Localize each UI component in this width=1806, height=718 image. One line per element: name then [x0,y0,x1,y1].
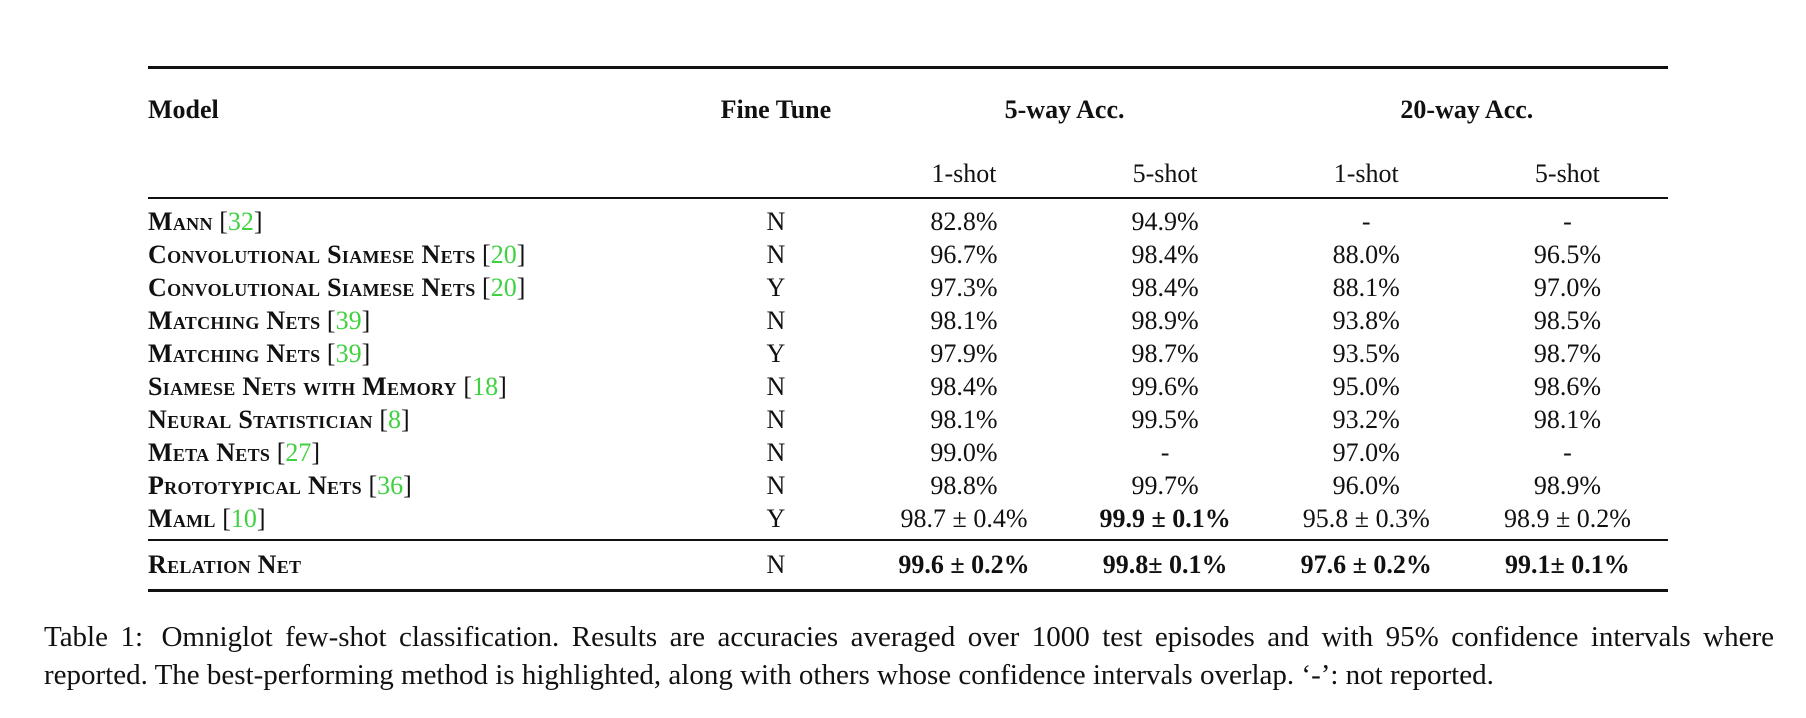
row-value-5way-5shot: 99.7% [1131,471,1199,500]
row-value-20way-5shot: - [1563,438,1572,467]
header-sub-5way-1shot: 1-shot [863,151,1064,198]
row-value-20way-1shot: 96.0% [1332,471,1400,500]
table-row [148,304,1668,337]
header-5-way: 5-way Acc. [863,68,1265,152]
header-fine-tune: Fine Tune [688,68,863,152]
row-model-name [148,304,688,337]
citation-bracket-close: ] [516,273,526,302]
row-value-20way-5shot: 98.1% [1533,405,1601,434]
citation-link[interactable]: 20 [490,240,517,269]
table-row [148,370,1668,403]
citation-bracket-open: [ [456,372,473,401]
header-sub-20way-5shot: 5-shot [1467,151,1668,198]
citation-bracket-close: ] [311,438,321,467]
table-row [148,238,1668,271]
row-value-20way-1shot: 95.0% [1332,372,1400,401]
citation-bracket-open: [ [361,471,378,500]
row-value-5way-1shot: 98.1% [930,306,998,335]
header-20-way: 20-way Acc. [1266,68,1668,152]
row-model-name [148,271,688,304]
citation-link[interactable]: 27 [285,438,312,467]
row-fine-tune: Y [766,273,786,302]
row-model-name [148,238,688,271]
row-value-5way-1shot: 99.0% [930,438,998,467]
row-fine-tune: N [766,306,786,335]
row-value-20way-1shot: 97.6 ± 0.2% [1266,540,1467,591]
citation-bracket-close: ] [498,372,507,401]
row-value-5way-1shot: 99.6 ± 0.2% [863,540,1064,591]
row-fine-tune: N [766,372,786,401]
row-value-5way-1shot: 96.7% [930,240,998,269]
header-sub-20way-1shot: 1-shot [1266,151,1467,198]
citation-link[interactable]: 20 [490,273,517,302]
citation-link[interactable]: 36 [377,471,404,500]
row-value-20way-5shot: 97.0% [1533,273,1601,302]
model-name-text: Convolutional Siamese Nets [148,273,476,302]
row-value-5way-5shot: 98.7% [1131,339,1199,368]
row-model-name [148,370,688,403]
row-value-20way-1shot: 97.0% [1332,438,1400,467]
row-value-5way-5shot: 98.4% [1131,273,1199,302]
citation-link[interactable]: 18 [472,372,499,401]
model-name-text: Prototypical Nets [148,471,362,500]
row-value-20way-1shot: 93.8% [1332,306,1400,335]
row-model-name [148,540,688,591]
header-sub-empty [688,151,863,198]
header-model: Model [148,68,688,152]
table-row-relation-net [148,540,1668,591]
citation-bracket-open: [ [372,405,388,434]
citation-bracket-open: [ [320,306,336,335]
header-row-main [148,68,1668,152]
row-value-20way-1shot: - [1361,207,1371,236]
citation-link[interactable]: 10 [230,504,257,533]
model-name-text: Siamese Nets with Memory [148,372,457,401]
row-value-20way-5shot: 96.5% [1533,240,1601,269]
caption-label: Table 1: [44,621,144,653]
row-value-5way-1shot: 97.3% [930,273,998,302]
header-row-sub [148,151,1668,198]
table-row [148,337,1668,370]
model-name-text: Convolutional Siamese Nets [148,240,476,269]
table-header [148,68,1668,199]
row-value-5way-5shot: 98.9% [1131,306,1199,335]
table-row [148,403,1668,436]
row-value-5way-1shot: 97.9% [930,339,998,368]
row-model-name [148,469,688,502]
citation-bracket-close: ] [361,306,371,335]
row-model-name [148,502,688,540]
row-value-5way-5shot: 99.8± 0.1% [1065,540,1266,591]
row-value-5way-1shot: 98.4% [930,372,998,401]
table-row [148,436,1668,469]
citation-bracket-open: [ [212,207,228,236]
row-fine-tune: N [766,405,786,434]
row-value-5way-5shot: 99.9 ± 0.1% [1099,504,1231,533]
header-sub-empty [148,151,688,198]
row-value-5way-5shot: 99.5% [1131,405,1199,434]
model-name-text: Relation Net [148,550,302,579]
model-name-text: Mann [148,207,213,236]
citation-bracket-close: ] [403,471,412,500]
row-fine-tune: Y [766,504,786,533]
table-caption [44,618,1774,694]
row-value-5way-5shot: 98.4% [1131,240,1199,269]
citation-bracket-close: ] [400,405,410,434]
citation-bracket-open: [ [215,504,231,533]
table-body [148,198,1668,540]
table-row [148,502,1668,540]
row-value-20way-5shot: 98.5% [1533,306,1601,335]
row-fine-tune: N [766,207,786,236]
citation-bracket-close: ] [516,240,526,269]
row-model-name [148,403,688,436]
row-fine-tune: N [766,438,786,467]
results-table-container [148,66,1668,592]
row-value-5way-1shot: 98.1% [930,405,998,434]
row-value-20way-1shot: 93.2% [1332,405,1400,434]
row-value-5way-5shot: 94.9% [1131,207,1199,236]
row-value-20way-5shot: 98.6% [1533,372,1601,401]
row-value-20way-5shot: 98.9% [1533,471,1601,500]
row-value-20way-1shot: 95.8 ± 0.3% [1302,504,1430,533]
citation-bracket-close: ] [256,504,266,533]
model-name-text: Maml [148,504,216,533]
row-fine-tune: N [688,540,863,591]
model-name-text: Neural Statistician [148,405,373,434]
citation-bracket-close: ] [253,207,263,236]
row-model-name [148,337,688,370]
row-value-20way-5shot: - [1563,207,1572,236]
row-value-5way-1shot: 98.7 ± 0.4% [900,504,1028,533]
row-fine-tune: N [766,240,786,269]
row-fine-tune: N [766,471,786,500]
citation-link[interactable]: 39 [335,339,362,368]
table-row [148,271,1668,304]
row-value-20way-5shot: 99.1± 0.1% [1467,540,1668,591]
row-value-5way-1shot: 82.8% [930,207,998,236]
row-model-name [148,198,688,238]
row-model-name [148,436,688,469]
citation-link[interactable]: 8 [387,405,401,434]
citation-bracket-close: ] [361,339,371,368]
header-sub-5way-5shot: 5-shot [1065,151,1266,198]
row-value-20way-1shot: 93.5% [1332,339,1400,368]
caption-text: Omniglot few-shot classification. Results are accuracies averaged over 1000 test episodes and with 95% confidence intervals where reported. The best-performing method is highlighted, along with others whose confidence intervals overlap. ‘-’: not reported. [44,621,1775,691]
citation-bracket-open: [ [475,240,491,269]
citation-bracket-open: [ [270,438,286,467]
row-value-5way-5shot: 99.6% [1131,372,1199,401]
row-value-5way-5shot: - [1160,438,1170,467]
citation-bracket-open: [ [320,339,336,368]
model-name-text: Meta Nets [148,438,271,467]
row-value-20way-5shot: 98.7% [1533,339,1601,368]
model-name-text: Matching Nets [148,339,321,368]
model-name-text: Matching Nets [148,306,321,335]
row-value-5way-1shot: 98.8% [930,471,998,500]
table-final-section [148,540,1668,591]
row-value-20way-1shot: 88.1% [1332,273,1400,302]
row-fine-tune: Y [766,339,786,368]
table-row [148,469,1668,502]
citation-link[interactable]: 32 [227,207,254,236]
table-row [148,198,1668,238]
row-value-20way-5shot: 98.9 ± 0.2% [1503,504,1631,533]
citation-bracket-open: [ [475,273,491,302]
citation-link[interactable]: 39 [335,306,362,335]
results-table [148,66,1668,592]
row-value-20way-1shot: 88.0% [1332,240,1400,269]
